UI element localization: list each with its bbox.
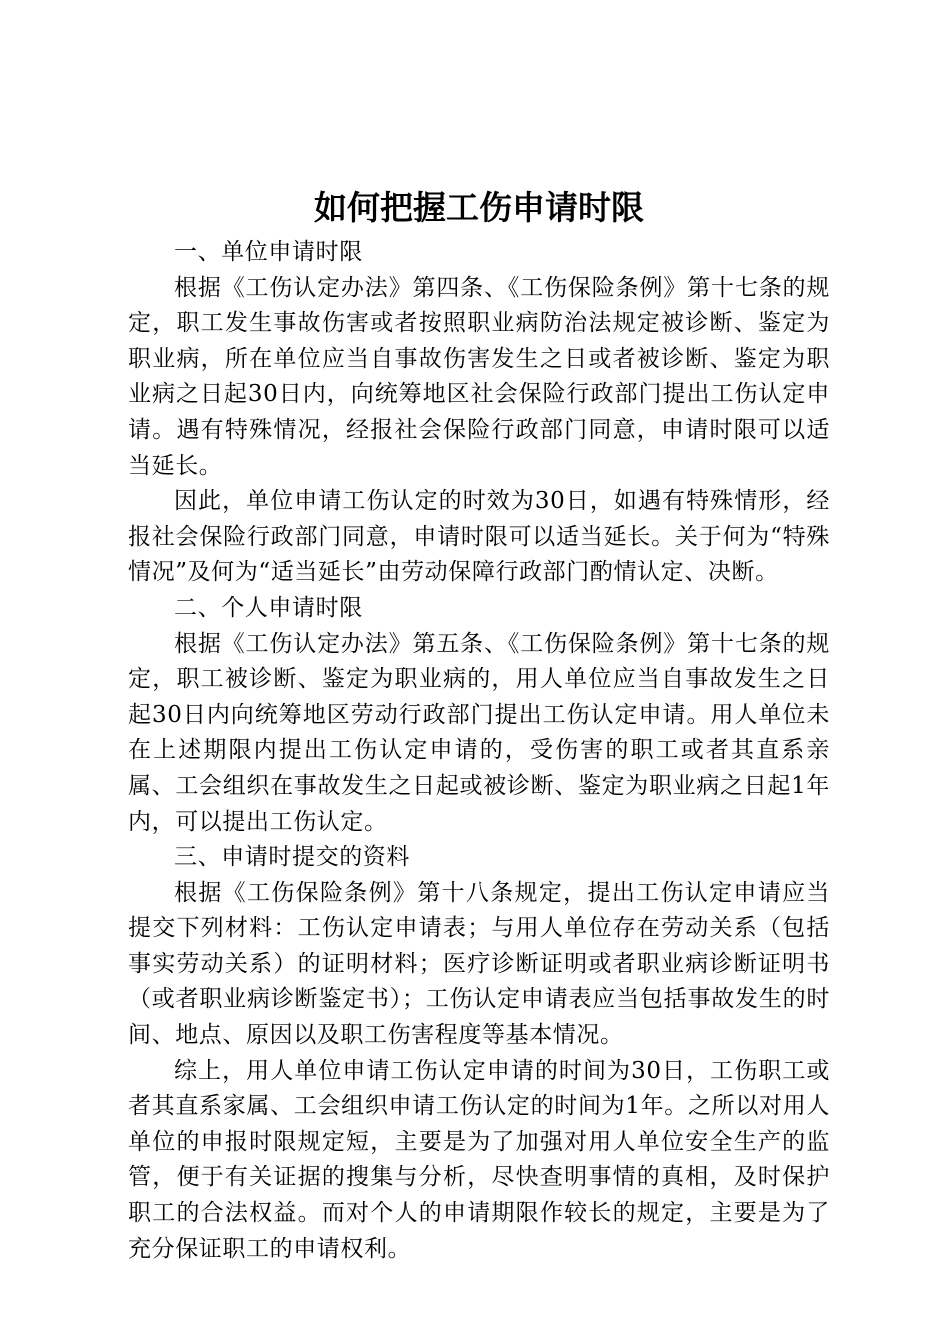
paragraph-personal-regulation: 根据《工伤认定办法》第五条、《工伤保险条例》第十七条的规定，职工被诊断、鉴定为职业病的，用人单位应当自事故发生之日起30日内向统筹地区劳动行政部门提出工伤认定申请。用人单位未在上述期限内提出工伤认定申请的，受伤害的职工或者其直系亲属、工会组织在事故发生之日起或被诊断、鉴定为职业病之日起1年内，可以提出工伤认定。 [128,630,830,835]
section-heading-unit-deadline: 一、单位申请时限 [174,239,363,265]
paragraph-unit-regulation: 根据《工伤认定办法》第四条、《工伤保险条例》第十七条的规定，职工发生事故伤害或者按照职业病防治法规定被诊断、鉴定为职业病，所在单位应当自事故伤害发生之日或者被诊断、鉴定为职业病之日起30日内，向统筹地区社会保险行政部门提出工伤认定申请。遇有特殊情况，经报社会保险行政部门同意，申请时限可以适当延长。 [128,274,830,479]
paragraph-summary: 综上，用人单位申请工伤认定申请的时间为30日，工伤职工或者其直系家属、工会组织申请工伤认定的时间为1年。之所以对用人单位的申报时限规定短，主要是为了加强对用人单位安全生产的监管，便于有关证据的搜集与分析，尽快查明事情的真相，及时保护职工的合法权益。而对个人的申请期限作较长的规定，主要是为了充分保证职工的申请权利。 [128,1057,830,1262]
section-heading-personal-deadline: 二、个人申请时限 [174,594,363,621]
document-page [128,183,830,1267]
section-heading-required-materials: 三、申请时提交的资料 [174,844,410,871]
paragraph-required-materials: 根据《工伤保险条例》第十八条规定，提出工伤认定申请应当提交下列材料：工伤认定申请表；与用人单位存在劳动关系（包括事实劳动关系）的证明材料；医疗诊断证明或者职业病诊断证明书（或者职业病诊断鉴定书）；工伤认定申请表应当包括事故发生的时间、地点、原因以及职工伤害程度等基本情况。 [128,879,830,1049]
paragraph-unit-conclusion: 因此，单位申请工伤认定的时效为30日，如遇有特殊情形，经报社会保险行政部门同意，申请时限可以适当延长。关于何为“特殊情况”及何为“适当延长”由劳动保障行政部门酌情认定、决断。 [128,488,830,586]
document-title: 如何把握工伤申请时限 [314,188,644,227]
